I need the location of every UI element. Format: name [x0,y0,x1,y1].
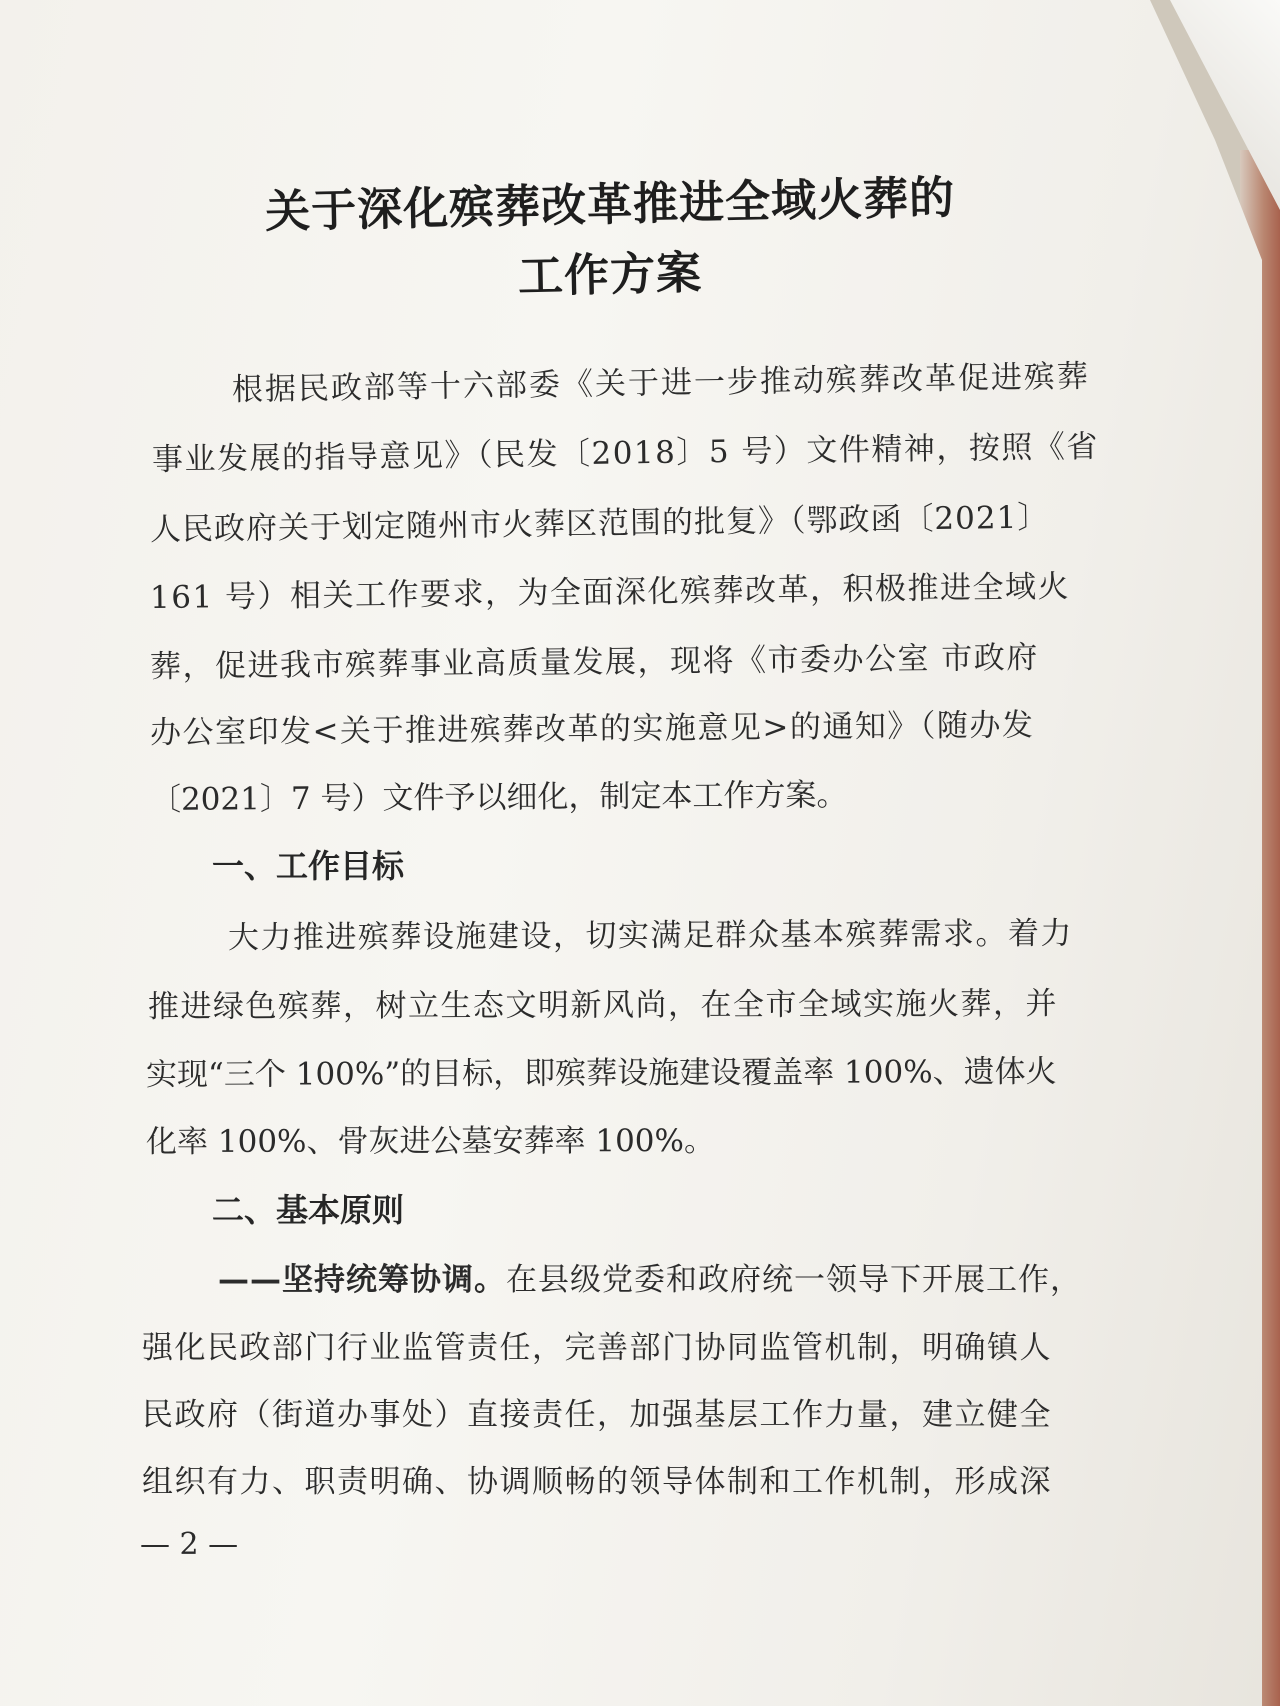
principle-text: 在县级党委和政府统一领导下开展工作， [506,1262,1082,1298]
intro-line: 事业发展的指导意见》（民发〔2018〕5 号）文件精神，按照《省 [151,428,1100,478]
section2-line: 组织有力、职责明确、协调顺畅的领导体制和工作机制，形成深 [142,1464,1052,1500]
intro-line: 〔2021〕7 号）文件予以细化，制定本工作方案。 [149,777,848,818]
intro-line: 161 号）相关工作要求，为全面深化殡葬改革，积极推进全域火 [149,568,1071,616]
section2-line: 强化民政部门行业监管责任，完善部门协同监管机制，明确镇人 [142,1330,1052,1366]
intro-line: 葬，促进我市殡葬事业高质量发展，现将《市委办公室 市政府 [149,639,1039,685]
section1-line: 化率 100%、骨灰进公墓安葬率 100%。 [145,1123,715,1160]
principle-title: ——坚持统筹协调。 [218,1262,506,1298]
intro-line: 办公室印发<关于推进殡葬改革的实施意见>的通知》（随办发 [149,707,1035,751]
section-heading: 一、工作目标 [212,847,405,885]
document-title-line2: 工作方案 [517,246,703,303]
intro-line: 人民政府关于划定随州市火葬区范围的批复》（鄂政函〔2021〕 [149,499,1050,548]
section2-line: 民政府（街道办事处）直接责任，加强基层工作力量，建立健全 [142,1397,1052,1433]
intro-line: 根据民政部等十六部委《关于进一步推动殡葬改革促进殡葬 [231,358,1091,408]
page-number: — 2 — [140,1527,239,1562]
section1-line: 推进绿色殡葬，树立生态文明新风尚，在全市全域实施火葬，并 [147,985,1059,1025]
section-heading: 二、基本原则 [212,1191,405,1229]
document-title-line1: 关于深化殡葬改革推进全域火葬的 [264,170,956,239]
principle-line [218,1260,1082,1300]
section1-line: 实现“三个 100%”的目标，即殡葬设施建设覆盖率 100%、遗体火 [145,1053,1057,1093]
section1-line: 大力推进殡葬设施建设，切实满足群众基本殡葬需求。着力 [227,915,1074,956]
